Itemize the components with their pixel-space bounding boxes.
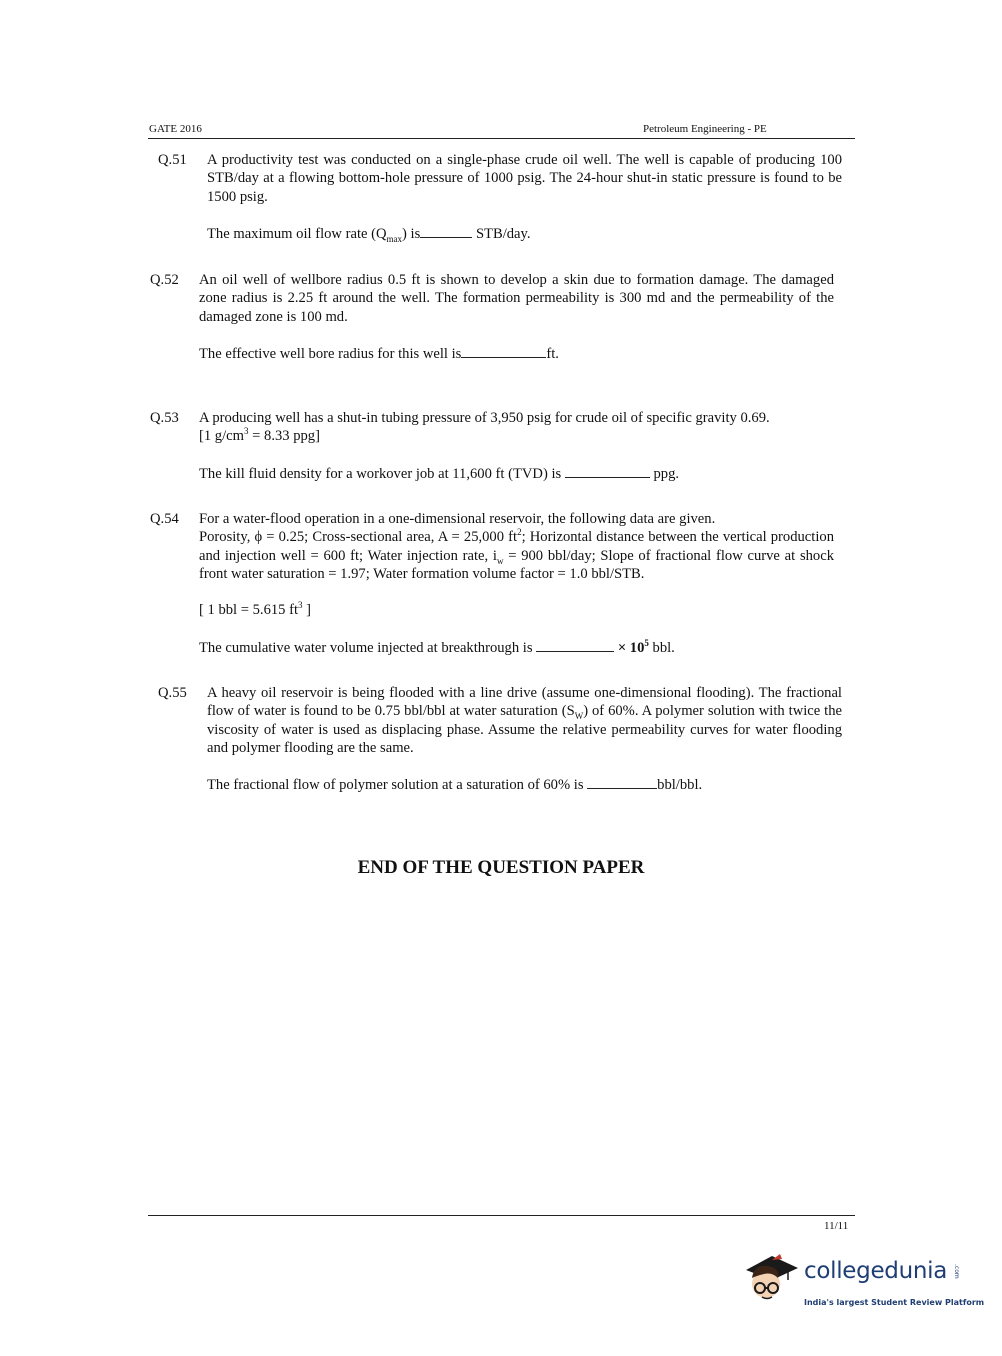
- conversion-note: [ 1 bbl = 5.615 $ft^3$ ]: [199, 600, 312, 618]
- answer-blank: [420, 224, 472, 238]
- question-text: An oil well of wellbore radius 0.5 ft is shown to develop a skin due to formation damage. The damaged zone radius is 2.25 ft around the well. The formation permeability is 300 md and the permeability of the damaged zone is 100 md.: [199, 272, 834, 325]
- answer-line: The kill fluid density for a workover job at 11,600 ft (TVD) is ppg.: [199, 466, 680, 482]
- question-number: Q.54: [150, 511, 179, 527]
- question-intro: For a water-flood operation in a one-dimensional reservoir, the following data are given.: [199, 511, 716, 527]
- logo-wordmark: collegedunia: [804, 1258, 948, 1284]
- question-number: Q.51: [158, 152, 187, 168]
- answer-line: The effective well bore radius for this well is ft.: [199, 346, 559, 362]
- question-55: [158, 684, 848, 804]
- footer-rule: [148, 1215, 855, 1216]
- conversion-note: [1 $g/cm^3 = 8.33$ ppg]: [199, 426, 320, 445]
- mascot-icon: [742, 1250, 802, 1320]
- header-exam-name: GATE 2016: [149, 123, 202, 135]
- question-text: A heavy oil reservoir is being flooded with a line drive (assume one-dimensional flooding). The fractional flow of water is found to be 0.75 bbl/bbl at water saturation $(S_W)$ of 60%. A polymer solution with twice the viscosity of water is used as displacing phase. Assume the relative permeability curves for water flooding and polymer flooding are the same.: [207, 685, 843, 757]
- answer-line: The maximum oil flow rate $(Q_{max})$ is STB/day.: [207, 226, 531, 244]
- collegedunia-logo: [742, 1250, 985, 1320]
- answer-line: The fractional flow of polymer solution at a saturation of 60% is bbl/bbl.: [207, 777, 703, 793]
- question-data: Porosity, ϕ = 0.25; Cross-sectional area, A = 25,000 $ft^2$; Horizontal distance between the vertical production and injection well = 600 ft; Water injection rate, $i_w = 900$ bbl/day; Slope of fractional flow curve at shock front water saturation = 1.97; Water formation volume factor = 1.0 bbl/STB.: [199, 527, 834, 583]
- question-number: Q.53: [150, 410, 179, 426]
- question-text: A productivity test was conducted on a single-phase crude oil well. The well is capable of producing 100 STB/day at a flowing bottom-hole pressure of 1000 psig. The 24-hour shut-in static pressure is found to be 1500 psig.: [207, 152, 842, 205]
- question-53: [150, 409, 840, 489]
- logo-tagline: India's largest Student Review Platform: [804, 1298, 985, 1307]
- answer-line: The cumulative water volume injected at breakthrough is × $10^5$ bbl.: [199, 638, 675, 656]
- answer-blank: [587, 775, 657, 789]
- header-rule: [148, 138, 855, 139]
- answer-blank: [536, 638, 614, 652]
- question-54: [150, 510, 840, 660]
- end-of-paper-title: END OF THE QUESTION PAPER: [357, 857, 645, 878]
- page-number: 11/11: [824, 1220, 849, 1232]
- question-text: A producing well has a shut-in tubing pressure of 3,950 psig for crude oil of specific gravity 0.69.: [199, 410, 770, 426]
- header-subject: Petroleum Engineering - PE: [643, 123, 767, 135]
- logo-domain-suffix: .com: [953, 1264, 960, 1279]
- question-number: Q.55: [158, 685, 187, 701]
- question-52: [150, 271, 840, 371]
- question-number: Q.52: [150, 272, 179, 288]
- answer-blank: [565, 464, 650, 478]
- question-51: [158, 151, 848, 251]
- answer-blank: [461, 344, 546, 358]
